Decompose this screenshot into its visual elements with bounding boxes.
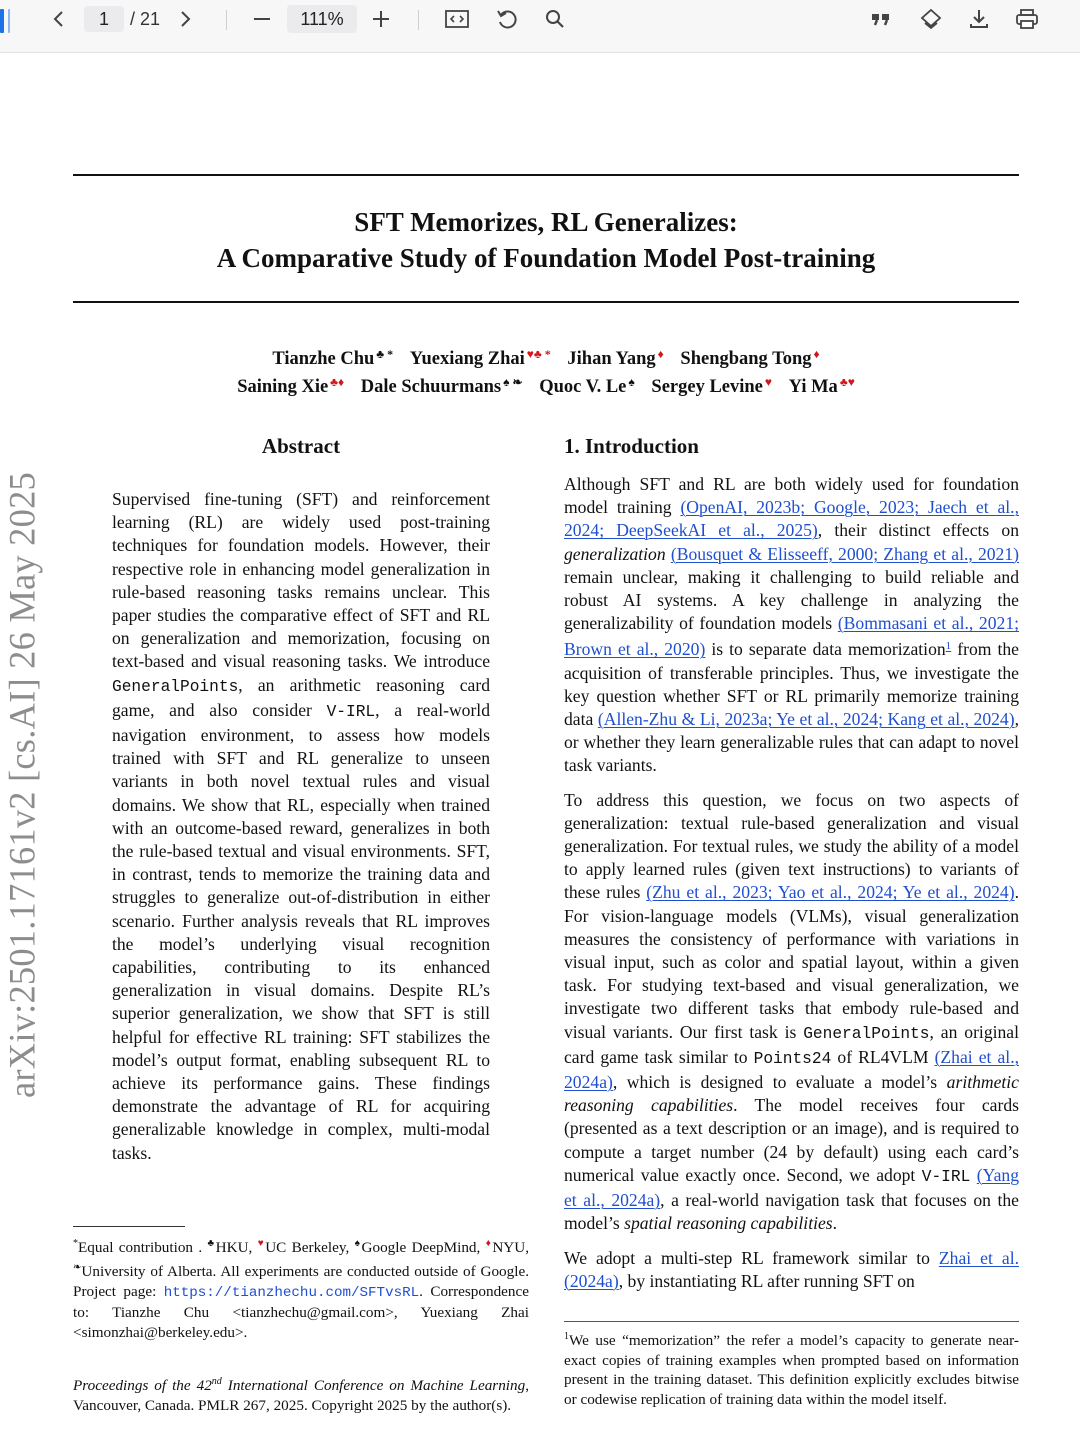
download-button[interactable] <box>966 6 992 32</box>
intro-paragraph-3: We adopt a multi-step RL framework similar to Zhai et al. (2024a), by instantiating RL after running SFT on <box>564 1247 1019 1291</box>
affiliation-footnote: *Equal contribution . ♣HKU, ♥UC Berkeley, ♠Google DeepMind, ♦NYU, ❧University of Alberta. All experiments are conducted outside of Google. Project page: https://tianzhechu.com/SFTvsRL. Correspondence to: Tianzhe Chu <tianzhechu@gmail.com>, Yuexiang Zhai <simonzhai@berkeley.edu>. <box>73 1238 530 1341</box>
fit-page-button[interactable] <box>444 6 470 32</box>
fit-to-page-icon <box>444 8 470 30</box>
author-list <box>73 343 1019 399</box>
abstract-heading: Abstract <box>261 434 341 458</box>
left-column <box>112 432 490 1165</box>
author: Tianzhe Chu ♣ * <box>272 347 394 369</box>
zoom-level-input[interactable]: 111% <box>287 5 357 33</box>
download-icon <box>968 8 990 30</box>
author: Sergey Levine ♥ <box>651 375 773 397</box>
affiliation-mark: ♣♦ <box>330 375 345 389</box>
memorization-footnote: $^1$We use “memorization” the refer a model’s capacity to generate near-exact copies of training examples when prompted based on information present in the training dataset. This definition explicitly excludes bitwise or codewise replication of training data within the model itself. <box>564 1331 1019 1408</box>
affiliation-mark: ♠ ❧ <box>503 375 523 389</box>
title-top-rule <box>73 174 1019 176</box>
intro-paragraph-2: To address this question, we focus on two aspects of generalization: textual rule-based generalization and visual generalization. For textual rules, we study the ability of a model to apply learned rules (given text instructions) to variants of these rules (Zhu et al., 2023; Yao et al., 2024; Ye et al., 2024). For vision-language models (VLMs), visual generalization measures the consistency of performance with variations in visual input, such as color and spatial layout, within a given task. For studying text-based and visual generalization, we investigate two different tasks that embody rule-based and visual variants. Our first task is GeneralPoints, an original card game task similar to Points24 of RL4VLM (Zhai et al., 2024a), which is designed to evaluate a model’s arithmetic reasoning capabilities. The model receives four cards (presented as a text description or an image), and is required to compute a target number (24 by default) using each card’s numerical value exactly once. Second, we adopt V-IRL (Yang et al., 2024a), a real-world navigation task that focuses on the model’s spatial reasoning capabilities. <box>564 789 1019 1234</box>
footnote-rule-right <box>564 1321 1019 1322</box>
rotate-button[interactable] <box>494 6 520 32</box>
chevron-left-icon <box>48 8 70 30</box>
affiliation-mark: ♠ <box>628 375 635 389</box>
author: Yi Ma ♣♥ <box>788 375 855 397</box>
author: Shengbang Tong ♦ <box>680 347 820 369</box>
drive-icon <box>919 7 943 31</box>
affiliation-mark: ♦ <box>657 347 664 361</box>
zoom-in-button[interactable] <box>368 6 394 32</box>
title-line-1: SFT Memorizes, RL Generalizes: <box>354 207 738 237</box>
rotate-counterclockwise-icon <box>495 7 519 31</box>
author: Jihan Yang ♦ <box>567 347 664 369</box>
citation-link[interactable]: (Zhai et al., 2024a) <box>564 1046 1019 1093</box>
previous-page-button[interactable] <box>46 6 72 32</box>
citation-link[interactable]: (Yang et al., 2024a) <box>564 1164 1019 1211</box>
author: Dale Schuurmans ♠ ❧ <box>360 375 523 397</box>
author-row-2 <box>73 371 1019 399</box>
citation-link[interactable]: (Bommasani et al., 2021; Brown et al., 2020) <box>564 613 1020 660</box>
toolbar-divider <box>226 10 227 30</box>
right-column <box>564 432 1019 1293</box>
page-number-input[interactable]: 1 <box>84 6 124 32</box>
minus-icon <box>251 8 273 30</box>
introduction-heading: 1. Introduction <box>564 434 699 458</box>
citation-link[interactable]: (OpenAI, 2023b; Google, 2023; Jaech et al., 2024; DeepSeekAI et al., 2025) <box>564 497 1019 541</box>
zoom-out-button[interactable] <box>249 6 275 32</box>
search-icon <box>544 8 566 30</box>
citation-link[interactable]: (Zhu et al., 2023; Yao et al., 2024; Ye et al., 2024) <box>646 882 1015 903</box>
intro-paragraph-1: Although SFT and RL are both widely used for foundation model training (OpenAI, 2023b; Google, 2023; Jaech et al., 2024; DeepSeekAI et al., 2025), their distinct effects on generalization (Bousquet & Elisseeff, 2000; Zhang et al., 2021) remain unclear, making it challenging to build reliable and robust AI systems. A key challenge in analyzing the generalizability of foundation models (Bommasani et al., 2021; Brown et al., 2020) is to separate data memorization$^1$ from the acquisition of transferable principles. Thus, we investigate the key question whether SFT or RL primarily memorize training data (Allen-Zhu & Li, 2023a; Ye et al., 2024; Kang et al., 2024), or whether they learn generalizable rules that can adapt to novel task variants. <box>564 474 1020 776</box>
quote-icon <box>869 8 893 30</box>
affiliation-mark: ♣ * <box>376 347 394 361</box>
paper-title <box>73 204 1019 276</box>
add-to-drive-button[interactable] <box>918 6 944 32</box>
footnote-rule-left <box>73 1226 185 1227</box>
citation-link[interactable]: (Bousquet & Elisseeff, 2000; Zhang et al., 2021) <box>670 543 1019 564</box>
search-button[interactable] <box>542 6 568 32</box>
abstract-text: Supervised fine-tuning (SFT) and reinforcement learning (RL) are widely used post-training techniques for foundation models. However, their respective role in enhancing model generalization in rule-based reasoning tasks remains unclear. This paper studies the comparative effect of SFT and RL on generalization and memorization, focusing on text-based and visual reasoning tasks. We introduce GeneralPoints, an arithmetic reasoning card game, and also consider V-IRL, a real-world navigation environment, to assess how models trained with SFT and RL generalize to unseen variants in both novel textual rules and visual domains. We show that RL, especially when trained with an outcome-based reward, generalizes in both the rule-based textual and visual environments. SFT, in contrast, tends to memorize the training data and struggles to generalize out-of-distribution in either scenario. Further analysis reveals that RL improves the model’s underlying visual recognition capabilities, contributing to its enhanced generalization in visual domains. Despite RL’s superior generalization, we show that SFT is still helpful for effective RL training: SFT stabilizes the model’s output format, enabling subsequent RL to achieve its performance gains. These findings demonstrate the advantage of RL for acquiring generalizable knowledge in complex, multi-modal tasks. <box>112 489 490 1163</box>
pdf-toolbar <box>0 0 1080 53</box>
title-bottom-rule <box>73 301 1019 303</box>
proceedings-note: Proceedings of the 42nd International Conference on Machine Learning, Vancouver, Canada. PMLR 267, 2025. Copyright 2025 by the author(s). <box>73 1376 529 1414</box>
arxiv-identifier-stamp <box>0 445 44 1125</box>
author: Quoc V. Le ♠ <box>539 375 635 397</box>
author-row-1 <box>73 343 1019 371</box>
arxiv-id: arXiv:2501.17161v2 [cs.AI] 26 May 2025 <box>1 472 43 1098</box>
print-button[interactable] <box>1014 6 1040 32</box>
printer-icon <box>1015 8 1039 30</box>
next-page-button[interactable] <box>172 6 198 32</box>
citation-link[interactable]: Zhai et al. (2024a) <box>564 1247 1019 1291</box>
author: Saining Xie ♣♦ <box>237 375 345 397</box>
toolbar-divider <box>418 10 419 30</box>
sidebar-toggle[interactable] <box>0 8 14 34</box>
comments-button[interactable] <box>868 6 894 32</box>
plus-icon <box>370 8 392 30</box>
author: Yuexiang Zhai ♥♣ * <box>409 347 551 369</box>
affiliation-mark: ♥♣ * <box>526 347 551 361</box>
chevron-right-icon <box>174 8 196 30</box>
affiliation-mark: ♦ <box>813 347 820 361</box>
footnote-link[interactable]: 1 <box>945 640 952 653</box>
title-line-2: A Comparative Study of Foundation Model Post-training <box>216 243 876 273</box>
page-total: / 21 <box>130 8 161 29</box>
affiliation-mark: ♥ <box>764 375 773 389</box>
project-page-link[interactable]: https://tianzhechu.com/SFTvsRL <box>163 1285 420 1301</box>
affiliation-mark: ♣♥ <box>839 375 855 389</box>
citation-link[interactable]: (Allen-Zhu & Li, 2023a; Ye et al., 2024; Kang et al., 2024) <box>597 709 1015 730</box>
